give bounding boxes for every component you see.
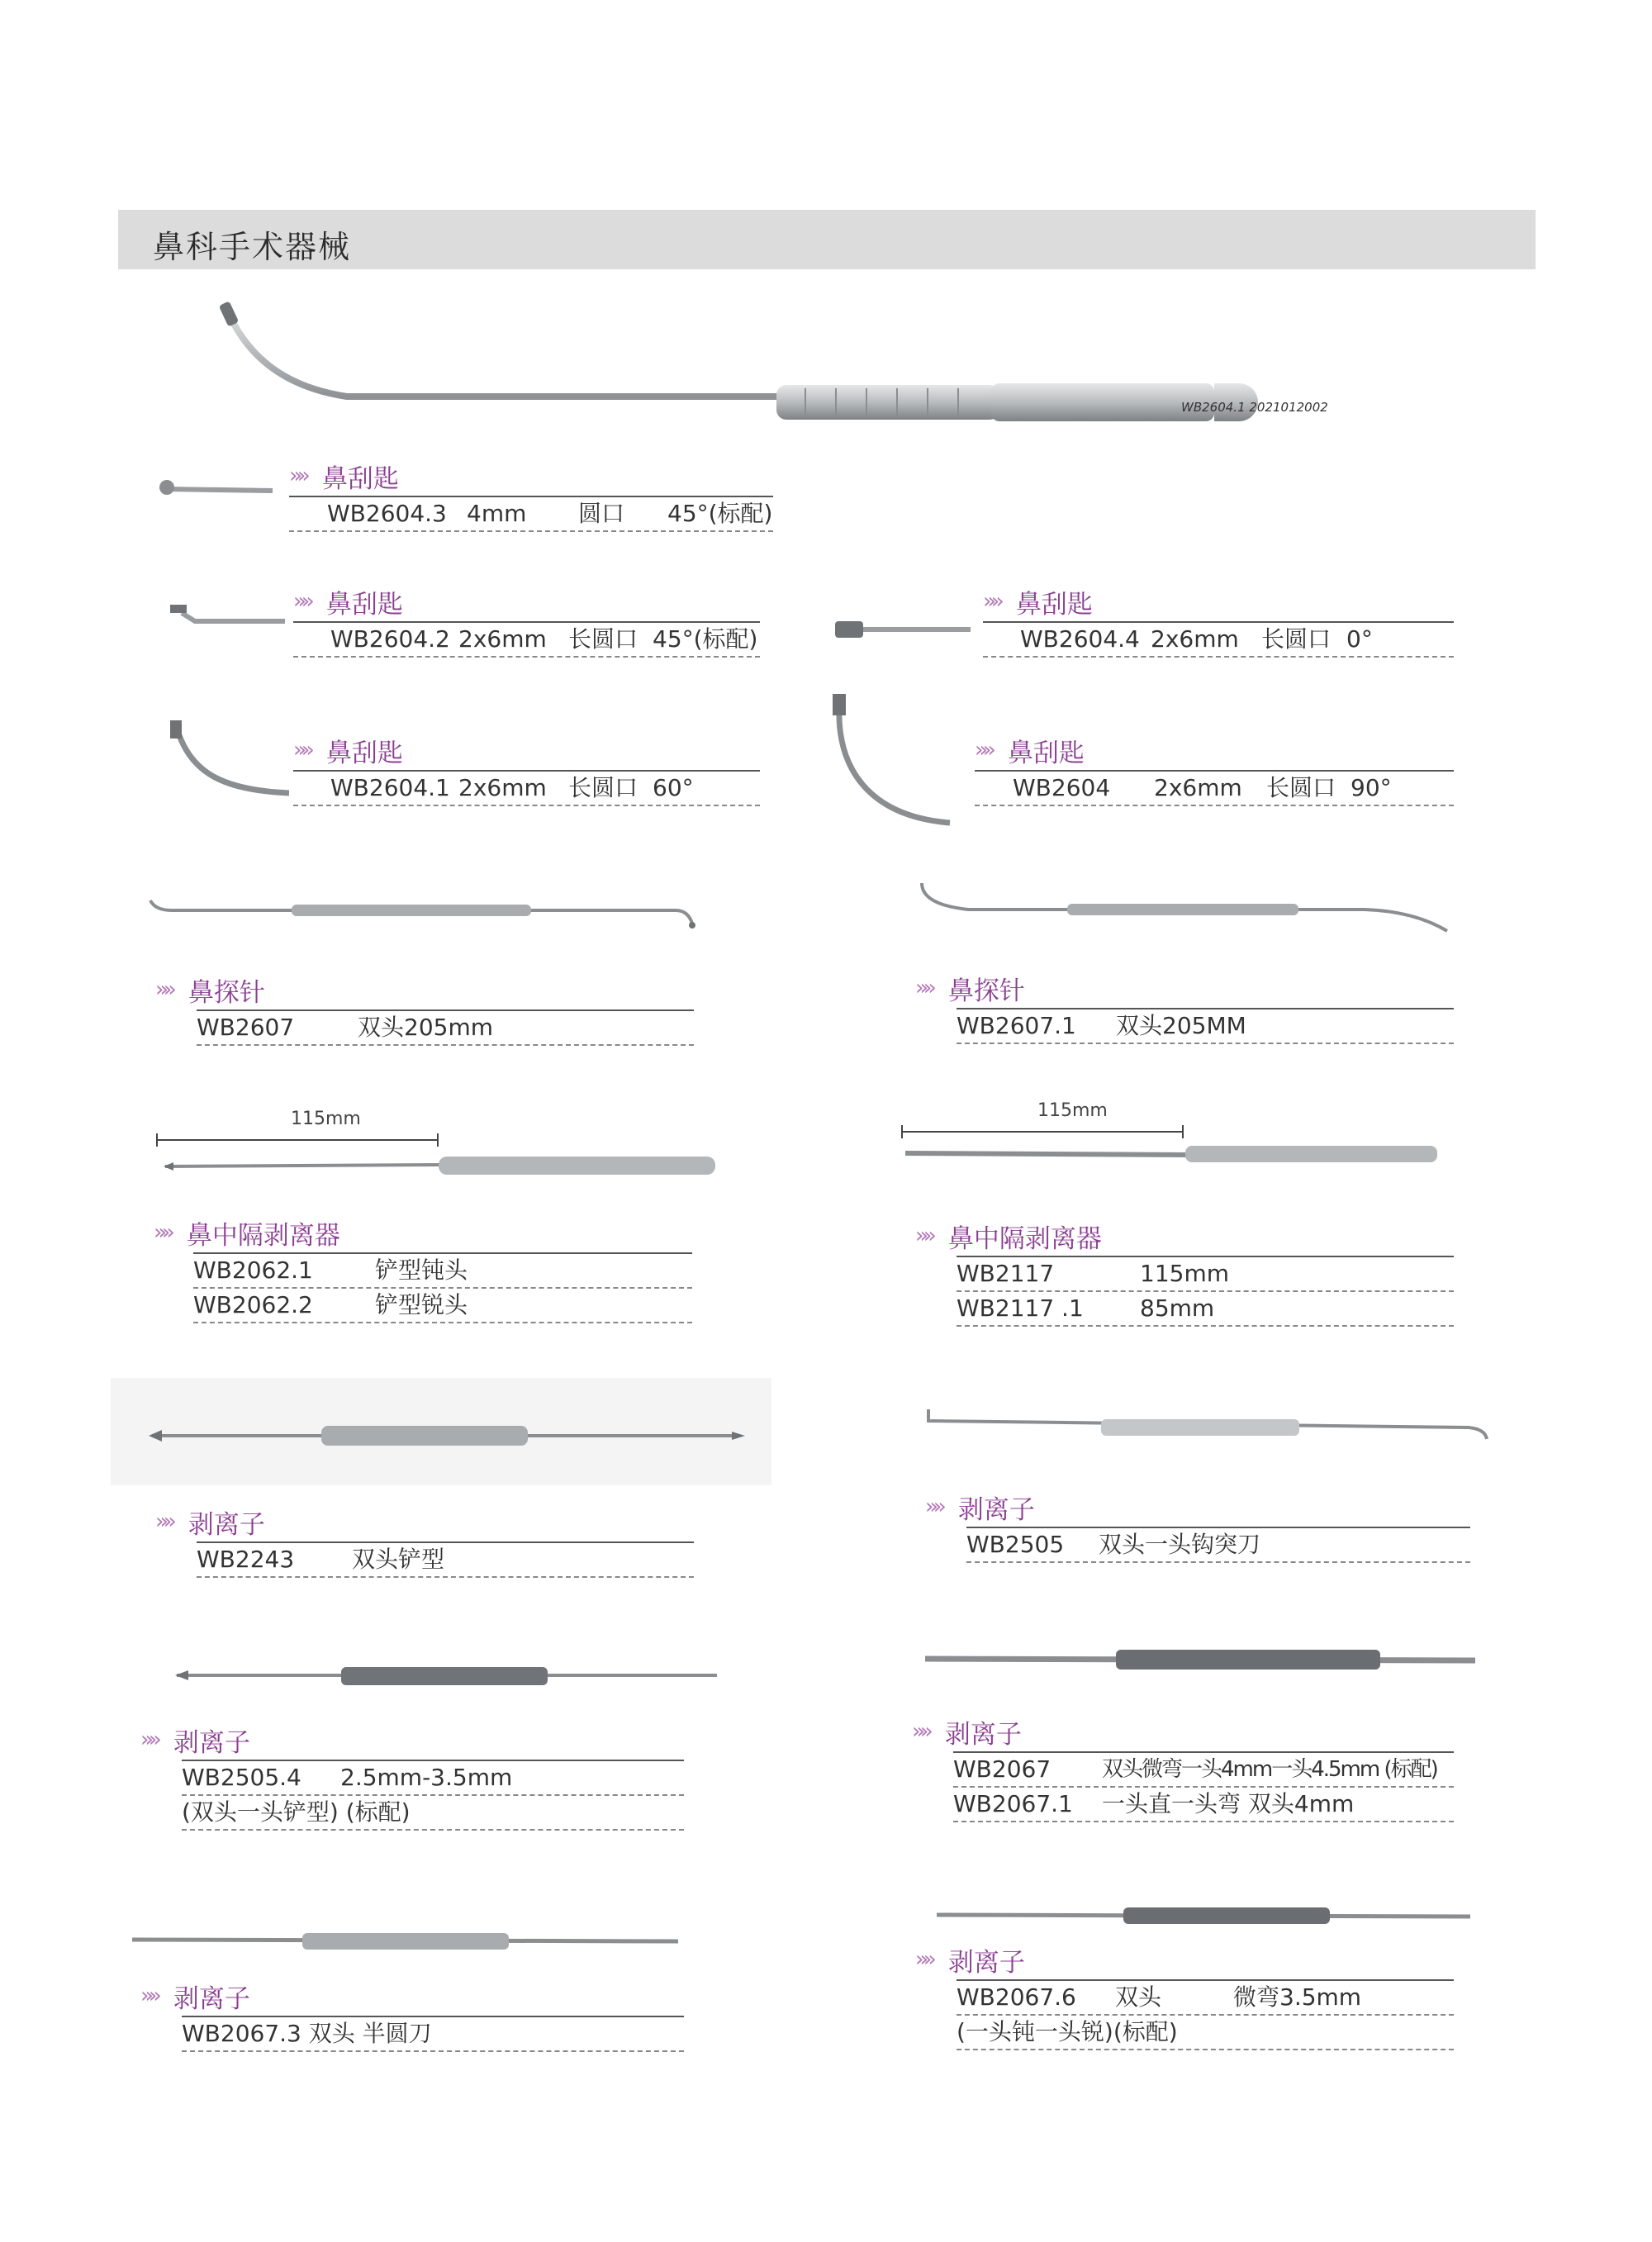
item-elevator-wb2505 [925, 1489, 1470, 1563]
item-row: WB2607.1 双头205MM [957, 1009, 1454, 1044]
double-chevron-icon: »» [915, 976, 932, 1000]
curette-thumb-4 [165, 719, 297, 801]
page-title: 鼻科手术器械 [153, 229, 352, 265]
double-chevron-icon: »» [915, 1947, 932, 1972]
double-chevron-icon: »» [912, 1719, 928, 1744]
dimension-label-left: 115mm [291, 1109, 361, 1129]
item-row: WB2604.1 2x6mm 长圆口 60° [293, 772, 760, 806]
item-row: WB2117 115mm [957, 1257, 1454, 1292]
curette-thumb-1 [157, 469, 281, 502]
item-row: WB2505.4 2.5mm-3.5mm [182, 1761, 684, 1796]
elevator-image-4 [922, 1644, 1483, 1677]
item-title: 鼻刮匙 [325, 738, 403, 768]
item-title: 鼻中隔剥离器 [186, 1220, 340, 1251]
elevator-image-5 [129, 1925, 691, 1958]
item-nasal-probe-wb2607 [155, 971, 694, 1046]
item-row: WB2505 双头一头钩突刀 [966, 1528, 1470, 1563]
elevator-image-2 [923, 1404, 1493, 1454]
double-chevron-icon: »» [155, 977, 172, 1002]
item-title: 剥离子 [188, 1509, 265, 1540]
probe-image-right [919, 880, 1455, 938]
double-chevron-icon: »» [140, 1983, 157, 2008]
double-chevron-icon: »» [975, 738, 991, 762]
elevator-image-6 [933, 1900, 1479, 1933]
item-title: 鼻探针 [947, 976, 1025, 1006]
double-chevron-icon: »» [154, 1220, 170, 1245]
item-row: WB2067.3 双头 半圆刀 [182, 2017, 684, 2052]
item-elevator-wb2243 [155, 1503, 694, 1578]
elevator-image-3 [172, 1659, 725, 1692]
septum-elevator-image-right [900, 1138, 1446, 1171]
item-title: 剥离子 [944, 1719, 1022, 1750]
item-row: WB2604 2x6mm 长圆口 90° [975, 772, 1454, 806]
septum-elevator-image-left [162, 1150, 724, 1183]
item-row: WB2243 双头铲型 [197, 1543, 694, 1578]
item-row: WB2062.1 铲型钝头 [193, 1254, 692, 1289]
item-title: 鼻刮匙 [1015, 589, 1093, 620]
item-elevator-wb2067-6 [915, 1941, 1454, 2050]
probe-image-left [147, 892, 700, 933]
item-nasal-curette-wb2604-3 [289, 458, 773, 532]
double-chevron-icon: »» [915, 1223, 932, 1248]
item-title: 剥离子 [173, 1727, 250, 1758]
elevator-image-1 [111, 1378, 771, 1485]
curette-thumb-3 [830, 611, 975, 644]
double-chevron-icon: »» [155, 1509, 172, 1534]
item-title: 鼻刮匙 [321, 463, 399, 494]
curette-thumb-5 [826, 692, 958, 833]
item-row: WB2067.1 一头直一头弯 双头4mm [953, 1788, 1454, 1822]
double-chevron-icon: »» [289, 463, 306, 488]
item-elevator-wb2067-3 [140, 1978, 684, 2052]
double-chevron-icon: »» [983, 589, 999, 614]
item-title: 剥离子 [947, 1947, 1025, 1978]
item-septum-elevator-wb2062 [154, 1214, 692, 1323]
item-title: 鼻探针 [188, 977, 265, 1008]
item-row: WB2062.2 铲型锐头 [193, 1289, 692, 1323]
item-title: 鼻刮匙 [1007, 738, 1085, 768]
engraving-text: WB2604.1 2021012002 [1181, 400, 1328, 415]
item-title: 剥离子 [957, 1494, 1035, 1525]
item-nasal-probe-wb2607-1 [915, 970, 1454, 1044]
item-row: WB2607 双头205mm [197, 1011, 694, 1046]
item-row: WB2604.3 4mm 圆口 45°(标配) [289, 497, 773, 532]
item-row: WB2067 双头微弯一头4mm一头4.5mm (标配) [953, 1753, 1454, 1788]
item-row: (一头钝一头锐)(标配) [957, 2016, 1454, 2050]
item-row: (双头一头铲型) (标配) [182, 1796, 684, 1831]
dimension-line-right [900, 1123, 1189, 1140]
double-chevron-icon: »» [140, 1727, 157, 1752]
double-chevron-icon: »» [293, 589, 310, 614]
item-title: 剥离子 [173, 1983, 250, 2014]
item-title: 鼻刮匙 [325, 589, 403, 620]
item-row: WB2604.2 2x6mm 长圆口 45°(标配) [293, 623, 760, 658]
double-chevron-icon: »» [925, 1494, 942, 1519]
dimension-label-right: 115mm [1037, 1100, 1108, 1121]
item-elevator-wb2505-4 [140, 1722, 684, 1831]
item-title: 鼻中隔剥离器 [947, 1223, 1102, 1254]
hero-curette-image [190, 279, 1479, 469]
item-nasal-curette-wb2604-4 [983, 583, 1454, 658]
item-row: WB2604.4 2x6mm 长圆口 0° [983, 623, 1454, 658]
section-header [118, 210, 1536, 269]
double-chevron-icon: »» [293, 738, 310, 762]
curette-thumb-2 [165, 596, 289, 629]
item-row: WB2117 .1 85mm [957, 1292, 1454, 1327]
item-elevator-wb2067 [912, 1713, 1454, 1822]
item-nasal-curette-wb2604-2 [293, 583, 760, 658]
dimension-line-left [155, 1132, 444, 1148]
item-row: WB2067.6 双头 微弯3.5mm [957, 1981, 1454, 2016]
item-septum-elevator-wb2117 [915, 1218, 1454, 1327]
item-nasal-curette-wb2604 [975, 732, 1454, 806]
item-nasal-curette-wb2604-1 [293, 732, 760, 806]
